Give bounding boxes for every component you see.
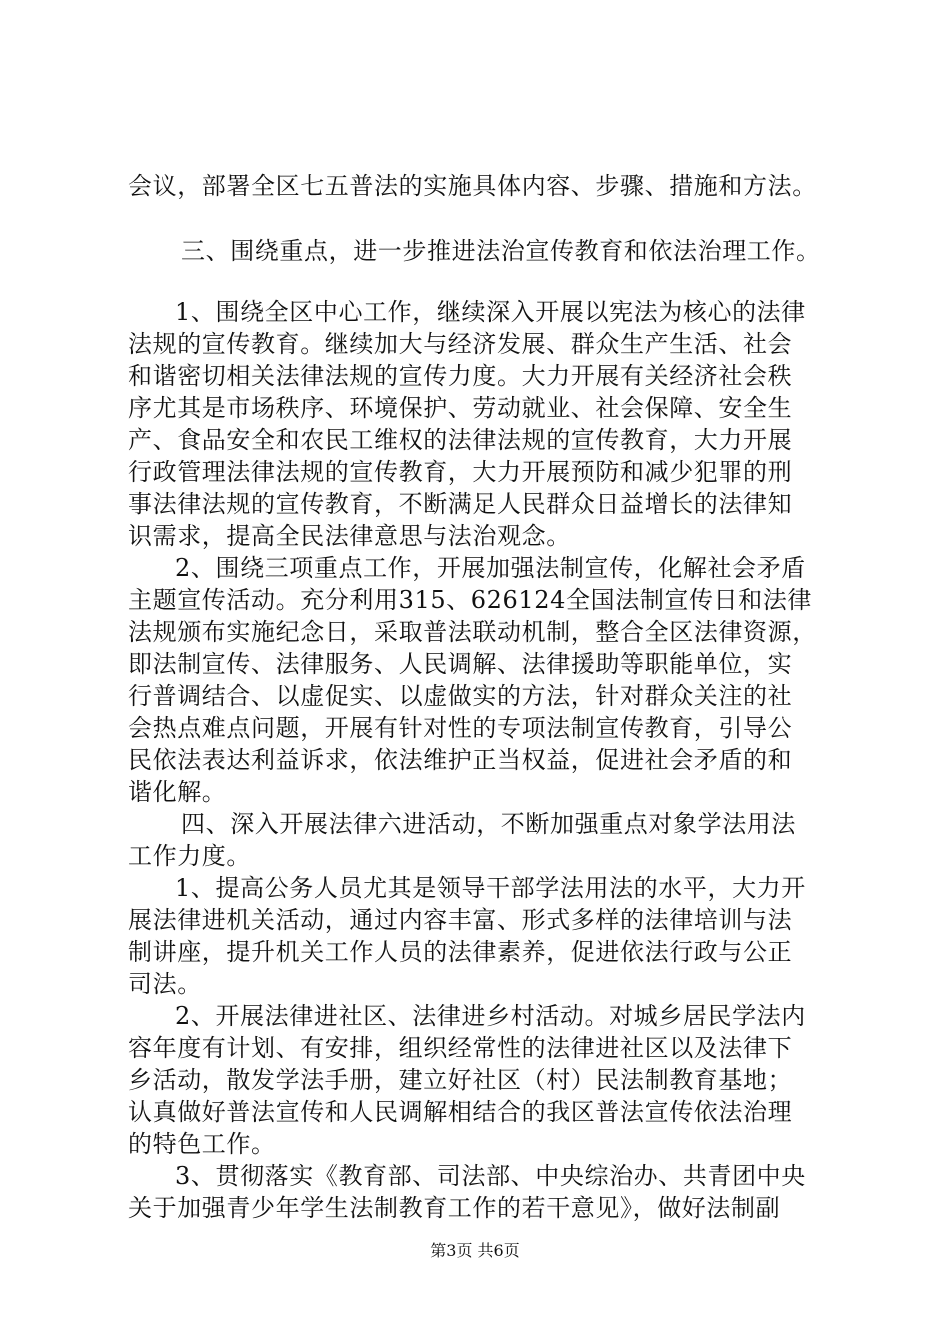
- text-line: 行普调结合、以虚促实、以虚做实的方法，针对群众关注的社: [128, 682, 793, 710]
- text-line: 3、贯彻落实《教育部、司法部、中央综治办、共青团中央: [175, 1162, 806, 1190]
- text-line: 展法律进机关活动，通过内容丰富、形式多样的法律培训与法: [128, 906, 793, 934]
- text-line: 行政管理法律法规的宣传教育，大力开展预防和减少犯罪的刑: [128, 458, 793, 486]
- text-line: 民依法表达利益诉求，依法维护正当权益，促进社会矛盾的和: [128, 746, 793, 774]
- text-line: 法规颁布实施纪念日，采取普法联动机制，整合全区法律资源，: [128, 618, 817, 646]
- page-number-footer: 第3页 共6页: [430, 1241, 520, 1260]
- text-line: 产、食品安全和农民工维权的法律法规的宣传教育，大力开展: [128, 426, 793, 454]
- section-heading: 四、深入开展法律六进活动，不断加强重点对象学法用法: [181, 810, 796, 838]
- text-line: 会议，部署全区七五普法的实施具体内容、步骤、措施和方法。: [128, 172, 817, 200]
- section-heading: 工作力度。: [128, 842, 251, 870]
- text-line: 和谐密切相关法律法规的宣传力度。大力开展有关经济社会秩: [128, 362, 793, 390]
- text-line: 关于加强青少年学生法制教育工作的若干意见》，做好法制副: [128, 1194, 781, 1222]
- text-line: 司法。: [128, 970, 202, 998]
- text-line: 事法律法规的宣传教育，不断满足人民群众日益增长的法律知: [128, 490, 793, 518]
- section-heading: 三、围绕重点，进一步推进法治宣传教育和依法治理工作。: [181, 237, 821, 265]
- text-line: 2、开展法律进社区、法律进乡村活动。对城乡居民学法内: [175, 1002, 806, 1030]
- text-line: 制讲座，提升机关工作人员的法律素养，促进依法行政与公正: [128, 938, 793, 966]
- text-line: 法规的宣传教育。继续加大与经济发展、群众生产生活、社会: [128, 330, 793, 358]
- text-line: 乡活动，散发学法手册，建立好社区（村）民法制教育基地；: [128, 1066, 793, 1094]
- text-line: 会热点难点问题，开展有针对性的专项法制宣传教育，引导公: [128, 714, 793, 742]
- text-line: 谐化解。: [128, 778, 227, 806]
- text-line: 即法制宣传、法律服务、人民调解、法律援助等职能单位，实: [128, 650, 793, 678]
- text-line: 的特色工作。: [128, 1130, 276, 1158]
- text-line: 容年度有计划、有安排，组织经常性的法律进社区以及法律下: [128, 1034, 793, 1062]
- text-line: 1、围绕全区中心工作，继续深入开展以宪法为核心的法律: [175, 298, 806, 326]
- text-line: 2、围绕三项重点工作，开展加强法制宣传，化解社会矛盾: [175, 554, 806, 582]
- text-line: 认真做好普法宣传和人民调解相结合的我区普法宣传依法治理: [128, 1098, 793, 1126]
- text-line: 主题宣传活动。充分利用315、626124全国法制宣传日和法律: [128, 586, 813, 614]
- text-line: 1、提高公务人员尤其是领导干部学法用法的水平，大力开: [175, 874, 806, 902]
- text-line: 序尤其是市场秩序、环境保护、劳动就业、社会保障、安全生: [128, 394, 793, 422]
- text-line: 识需求，提高全民法律意思与法治观念。: [128, 522, 571, 550]
